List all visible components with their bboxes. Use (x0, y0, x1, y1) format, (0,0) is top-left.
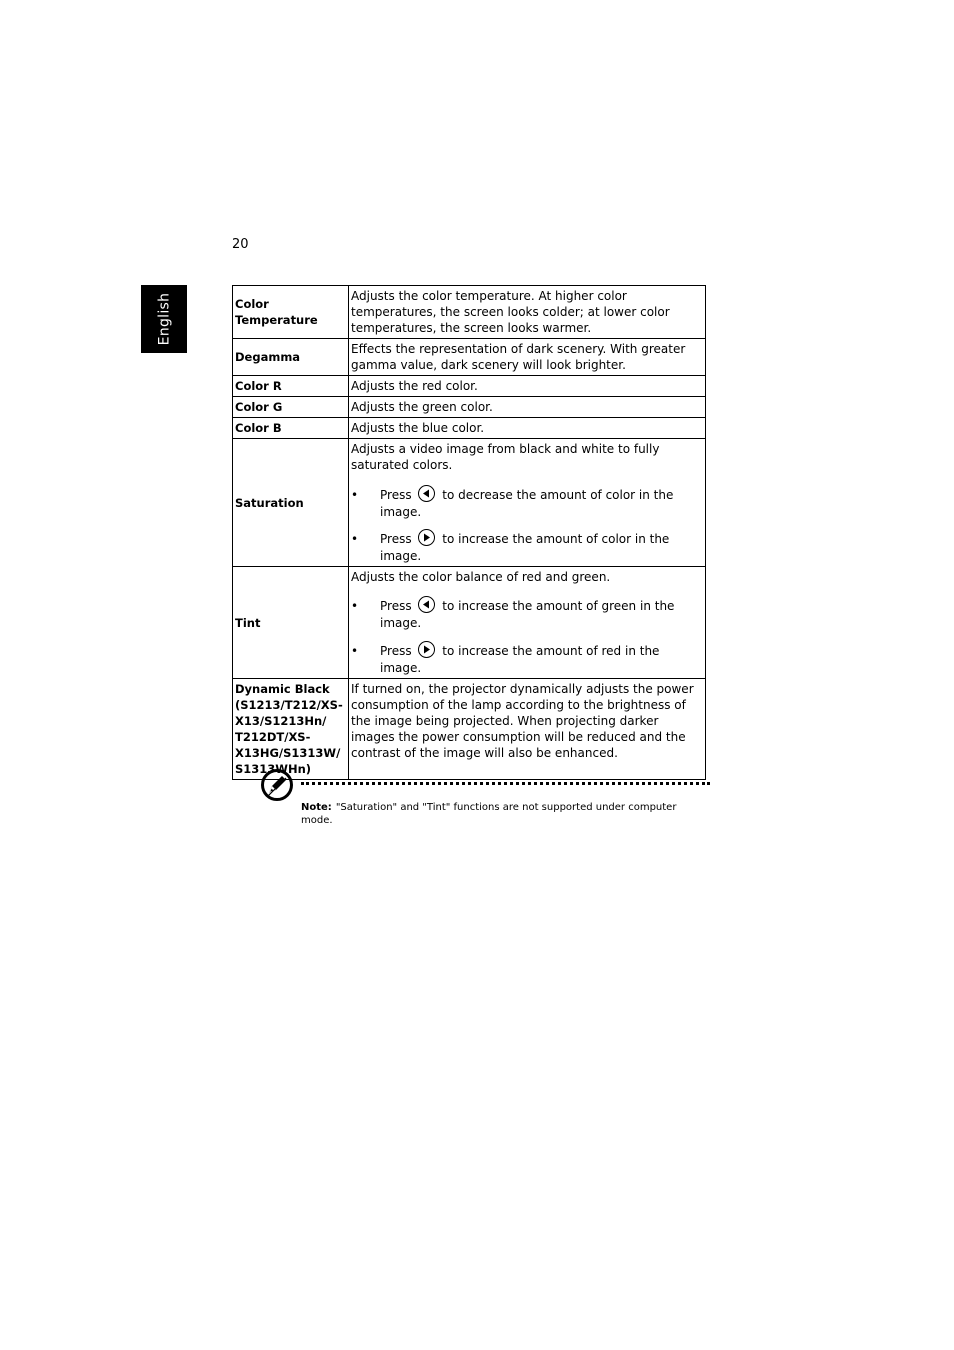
table-row (233, 286, 706, 339)
bullet-mark: • (351, 599, 359, 613)
right-arrow-icon (418, 641, 435, 658)
note-text (301, 801, 701, 827)
press-label: Press (380, 488, 412, 502)
setting-name: Color B (233, 418, 349, 439)
setting-description (349, 567, 706, 679)
setting-description (349, 439, 706, 567)
table-row (233, 418, 706, 439)
note-label: Note: (301, 802, 332, 813)
table-row (233, 397, 706, 418)
setting-name: Color Temperature (233, 286, 349, 339)
press-label: Press (380, 532, 412, 546)
table-row (233, 679, 706, 780)
setting-name: Dynamic Black (S1213/T212/XS-X13/S1213Hn/ T212DT/XS-X13HG/S1313W/ S1313WHn) (233, 679, 349, 780)
table-row (233, 376, 706, 397)
press-label: Press (380, 644, 412, 658)
bullet-text: to decrease the amount of color in the image. (380, 488, 674, 519)
left-arrow-icon (418, 596, 435, 613)
note-body: "Saturation" and "Tint" functions are not supported under computer mode. (301, 802, 677, 826)
bullet-text: to increase the amount of red in the image. (380, 644, 660, 675)
bullet-text: to increase the amount of green in the image. (380, 599, 675, 630)
press-label: Press (380, 599, 412, 613)
list-item (351, 598, 702, 631)
setting-description: Adjusts the red color. (349, 376, 706, 397)
setting-description: Adjusts the color temperature. At higher color temperatures, the screen looks colder; at lower color temperatures, the screen looks warmer. (349, 286, 706, 339)
bullet-mark: • (351, 532, 359, 546)
setting-description: Adjusts the green color. (349, 397, 706, 418)
list-item (351, 531, 702, 564)
setting-description: Adjusts the blue color. (349, 418, 706, 439)
setting-name: Saturation (233, 439, 349, 567)
setting-description: Effects the representation of dark scenery. With greater gamma value, dark scenery will look brighter. (349, 339, 706, 376)
setting-name: Tint (233, 567, 349, 679)
setting-name: Color G (233, 397, 349, 418)
table-row (233, 439, 706, 567)
note-pen-icon (260, 768, 294, 806)
bullet-mark: • (351, 644, 359, 658)
setting-description: If turned on, the projector dynamically adjusts the power consumption of the lamp according to the brightness of the image being projected. When projecting darker images the power consumption will be reduced and the contrast of the image will also be enhanced. (349, 679, 706, 780)
language-tab (141, 285, 187, 353)
table-row (233, 339, 706, 376)
left-arrow-icon (418, 485, 435, 502)
setting-name: Degamma (233, 339, 349, 376)
page-number: 20 (232, 237, 249, 252)
table-row (233, 567, 706, 679)
settings-table (232, 285, 706, 780)
note-divider (301, 782, 710, 785)
bullet-mark: • (351, 488, 359, 502)
bullet-text: to increase the amount of color in the image. (380, 532, 670, 563)
setting-summary: Adjusts a video image from black and white to fully saturated colors. (351, 442, 660, 472)
language-tab-label: English (156, 292, 172, 346)
list-item (351, 487, 702, 520)
right-arrow-icon (418, 529, 435, 546)
setting-summary: Adjusts the color balance of red and green. (351, 570, 611, 584)
list-item (351, 643, 702, 676)
setting-name: Color R (233, 376, 349, 397)
